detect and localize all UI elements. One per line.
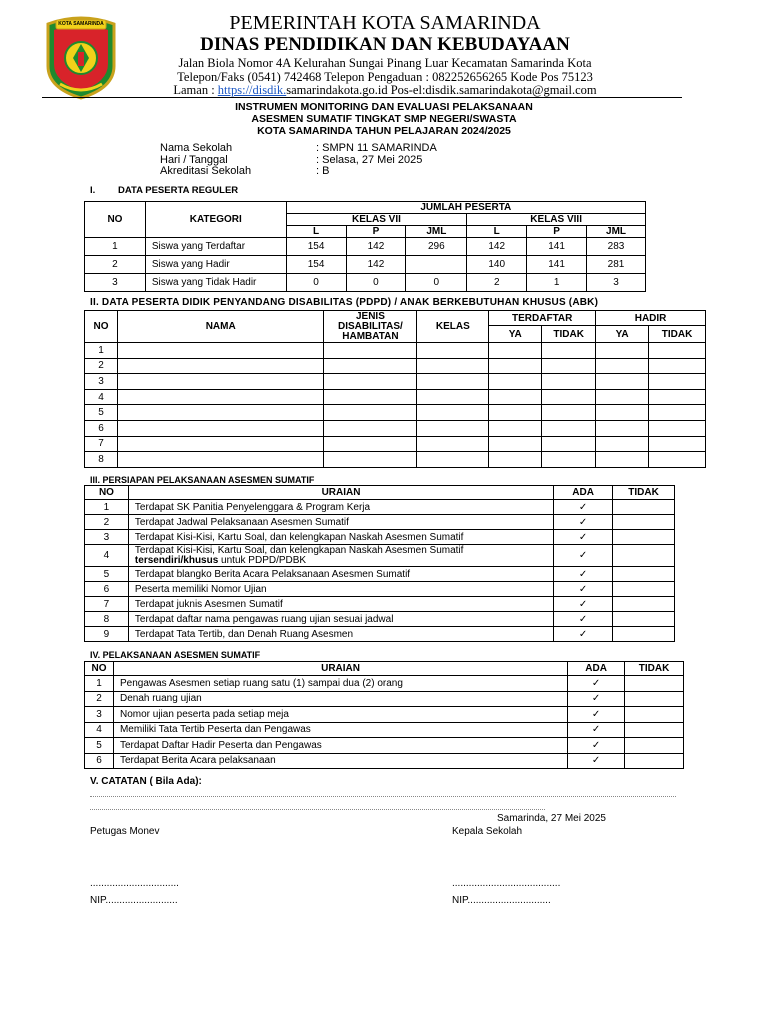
cell-uraian: Peserta memiliki Nomor Ujian: [128, 582, 553, 597]
cell-j7: 0: [406, 274, 467, 292]
cell-kelas[interactable]: [417, 452, 489, 468]
col-kelas8: KELAS VIII: [467, 214, 646, 226]
check-icon[interactable]: ✓: [554, 515, 613, 530]
cell-no: 6: [85, 753, 114, 769]
cell-j7: 296: [406, 238, 467, 256]
cell-p7: 142: [346, 256, 406, 274]
cell-ya[interactable]: [489, 452, 542, 468]
cell-jenis[interactable]: [324, 374, 417, 390]
section1-title: DATA PESERTA REGULER: [118, 185, 239, 196]
cell-tidak[interactable]: [649, 405, 706, 421]
table-row: [85, 374, 706, 390]
cell-tidak[interactable]: [613, 530, 675, 545]
check-icon[interactable]: ✓: [554, 582, 613, 597]
cell-kelas[interactable]: [417, 436, 489, 452]
cell-p7: 0: [346, 274, 406, 292]
cell-nama[interactable]: [117, 452, 324, 468]
col-kategori: KATEGORI: [145, 202, 286, 238]
cell-ya[interactable]: [596, 358, 649, 374]
document-title: [84, 101, 684, 137]
cell-ya[interactable]: [596, 452, 649, 468]
col-terdaftar-tidak: TIDAK: [542, 326, 596, 343]
cell-tidak[interactable]: [625, 676, 684, 692]
cell-uraian: Terdapat Kisi-Kisi, Kartu Soal, dan kelengkapan Naskah Asesmen Sumatif: [128, 530, 553, 545]
cell-no: 2: [85, 515, 129, 530]
cell-tidak[interactable]: [649, 420, 706, 436]
cell-kategori: Siswa yang Hadir: [145, 256, 286, 274]
principal-nip[interactable]: NIP..............................: [452, 895, 551, 906]
col-no: NO: [85, 486, 129, 500]
table-row: [85, 612, 675, 627]
cell-l8: 2: [467, 274, 527, 292]
table-row: [85, 343, 706, 359]
cell-no: 3: [85, 530, 129, 545]
cell-j8: 3: [587, 274, 646, 292]
notes-line-1[interactable]: [90, 790, 676, 797]
cell-no: 5: [85, 405, 118, 421]
cell-jenis[interactable]: [324, 436, 417, 452]
col-uraian: URAIAN: [128, 486, 553, 500]
cell-no: 6: [85, 582, 129, 597]
cell-tidak[interactable]: [625, 753, 684, 769]
cell-tidak[interactable]: [613, 597, 675, 612]
cell-no: 8: [85, 452, 118, 468]
letterhead-address: Jalan Biola Nomor 4A Kelurahan Sungai Pinang Luar Kecamatan Samarinda Kota: [178, 56, 592, 70]
col-terdaftar: TERDAFTAR: [489, 311, 596, 326]
cell-kelas[interactable]: [417, 405, 489, 421]
col-ada: ADA: [568, 662, 625, 676]
cell-tidak[interactable]: [542, 436, 596, 452]
cell-uraian: Memiliki Tata Tertib Peserta dan Pengawas: [113, 722, 567, 738]
cell-uraian: Pengawas Asesmen setiap ruang satu (1) sampai dua (2) orang: [113, 676, 567, 692]
check-icon[interactable]: ✓: [554, 612, 613, 627]
principal-title: Kepala Sekolah: [452, 826, 523, 837]
title-line-1: INSTRUMEN MONITORING DAN EVALUASI PELAKSANAAN: [235, 101, 533, 113]
cell-ya[interactable]: [489, 436, 542, 452]
cell-uraian: Terdapat SK Panitia Penyelenggara & Program Kerja: [128, 500, 553, 515]
letterhead-web: [120, 83, 650, 98]
cell-tidak[interactable]: [625, 738, 684, 754]
letterhead-government: PEMERINTAH KOTA SAMARINDA: [229, 12, 541, 34]
check-icon[interactable]: ✓: [568, 738, 625, 754]
city-logo: [42, 14, 120, 100]
section1-number: I.: [90, 185, 96, 196]
cell-no: 1: [85, 500, 129, 515]
cell-no: 8: [85, 612, 129, 627]
cell-jenis[interactable]: [324, 358, 417, 374]
check-icon[interactable]: ✓: [568, 722, 625, 738]
check-icon[interactable]: ✓: [568, 676, 625, 692]
col-jenis: JENIS DISABILITAS/ HAMBATAN: [324, 311, 417, 343]
cell-tidak[interactable]: [542, 420, 596, 436]
monitor-title: Petugas Monev: [90, 826, 160, 837]
cell-l8: 142: [467, 238, 527, 256]
table-row: [85, 582, 675, 597]
cell-no: 4: [85, 545, 129, 567]
cell-ya[interactable]: [596, 343, 649, 359]
table-row: [85, 567, 675, 582]
check-icon[interactable]: ✓: [568, 753, 625, 769]
cell-tidak[interactable]: [542, 405, 596, 421]
title-line-2: ASESMEN SUMATIF TINGKAT SMP NEGERI/SWASTA: [251, 113, 517, 125]
table-row: [85, 452, 706, 468]
principal-signature-line[interactable]: .......................................: [452, 878, 561, 889]
letterhead-agency: DINAS PENDIDIKAN DAN KEBUDAYAAN: [200, 34, 570, 55]
cell-ya[interactable]: [596, 405, 649, 421]
cell-uraian: Terdapat Jadwal Pelaksanaan Asesmen Sumatif: [128, 515, 553, 530]
cell-tidak[interactable]: [542, 452, 596, 468]
col-tidak: TIDAK: [625, 662, 684, 676]
cell-tidak[interactable]: [649, 389, 706, 405]
table-row: [85, 597, 675, 612]
letterhead-divider: [42, 97, 682, 98]
cell-p8: 141: [527, 238, 587, 256]
section5-title: V. CATATAN ( Bila Ada):: [90, 776, 202, 787]
cell-nama[interactable]: [117, 405, 324, 421]
cell-kategori: Siswa yang Terdaftar: [145, 238, 286, 256]
cell-no: 9: [85, 627, 129, 642]
table-row: [85, 627, 675, 642]
cell-tidak[interactable]: [613, 500, 675, 515]
cell-uraian: Terdapat blangko Berita Acara Pelaksanaan Asesmen Sumatif: [128, 567, 553, 582]
check-icon[interactable]: ✓: [568, 707, 625, 723]
cell-ya[interactable]: [489, 374, 542, 390]
table-row: [85, 389, 706, 405]
cell-jenis[interactable]: [324, 389, 417, 405]
check-icon[interactable]: ✓: [554, 530, 613, 545]
cell-p7: 142: [346, 238, 406, 256]
cell-j8: 283: [587, 238, 646, 256]
cell-ya[interactable]: [489, 420, 542, 436]
table-row: [85, 707, 684, 723]
cell-tidak[interactable]: [613, 582, 675, 597]
cell-l7: 154: [286, 256, 346, 274]
cell-nama[interactable]: [117, 343, 324, 359]
cell-ya[interactable]: [489, 405, 542, 421]
cell-ya[interactable]: [596, 389, 649, 405]
col-tidak: TIDAK: [613, 486, 675, 500]
table-row: [85, 753, 684, 769]
cell-no: 4: [85, 389, 118, 405]
cell-ya[interactable]: [489, 358, 542, 374]
col-ada: ADA: [554, 486, 613, 500]
section4-title: IV. PELAKSANAAN ASESMEN SUMATIF: [90, 650, 261, 660]
cell-tidak[interactable]: [613, 627, 675, 642]
col-p7: P: [346, 226, 406, 238]
cell-p8: 141: [527, 256, 587, 274]
cell-no: 5: [85, 567, 129, 582]
cell-kategori: Siswa yang Tidak Hadir: [145, 274, 286, 292]
table-row: [85, 530, 675, 545]
cell-no: 2: [85, 358, 118, 374]
cell-tidak[interactable]: [649, 436, 706, 452]
cell-tidak[interactable]: [542, 374, 596, 390]
cell-tidak[interactable]: [542, 343, 596, 359]
check-icon[interactable]: ✓: [554, 500, 613, 515]
cell-nama[interactable]: [117, 389, 324, 405]
logo-text: KOTA SAMARINDA: [58, 21, 104, 27]
col-kelas: KELAS: [417, 311, 489, 343]
school-info: [160, 143, 437, 178]
cell-j8: 281: [587, 256, 646, 274]
cell-jenis[interactable]: [324, 343, 417, 359]
table-row: [85, 274, 646, 292]
table-row: [85, 420, 706, 436]
cell-ya[interactable]: [596, 436, 649, 452]
cell-uraian: Terdapat Daftar Hadir Peserta dan Pengawas: [113, 738, 567, 754]
monitor-signature-line[interactable]: ................................: [90, 878, 179, 889]
regular-participants-table: [84, 201, 646, 292]
cell-l7: 154: [286, 238, 346, 256]
web-rest: samarindakota.go.id Pos-el:disdik.samarindakota@gmail.com: [286, 83, 597, 97]
cell-ya[interactable]: [596, 374, 649, 390]
info-date: Hari / Tanggal : Selasa, 27 Mei 2025: [160, 153, 423, 166]
table-row: [85, 436, 706, 452]
cell-uraian: Denah ruang ujian: [113, 691, 567, 707]
section3-title: III. PERSIAPAN PELAKSANAAN ASESMEN SUMATIF: [90, 475, 315, 485]
col-jumlah: JUMLAH PESERTA: [286, 202, 645, 214]
cell-ya[interactable]: [489, 343, 542, 359]
cell-tidak[interactable]: [542, 389, 596, 405]
cell-tidak[interactable]: [625, 722, 684, 738]
web-link[interactable]: https://disdik.: [217, 83, 287, 97]
cell-tidak[interactable]: [649, 343, 706, 359]
check-icon[interactable]: ✓: [554, 545, 613, 567]
col-hadir: HADIR: [596, 311, 706, 326]
cell-tidak[interactable]: [649, 452, 706, 468]
cell-jenis[interactable]: [324, 405, 417, 421]
col-no: NO: [85, 662, 114, 676]
cell-tidak[interactable]: [625, 707, 684, 723]
check-icon[interactable]: ✓: [568, 691, 625, 707]
cell-kelas[interactable]: [417, 374, 489, 390]
cell-tidak[interactable]: [649, 374, 706, 390]
cell-no: 1: [85, 343, 118, 359]
cell-l8: 140: [467, 256, 527, 274]
implementation-table: [84, 661, 684, 769]
table-row: [85, 691, 684, 707]
cell-jenis[interactable]: [324, 420, 417, 436]
col-no: NO: [85, 202, 146, 238]
col-nama: NAMA: [117, 311, 324, 343]
title-line-3: KOTA SAMARINDA TAHUN PELAJARAN 2024/2025: [257, 125, 511, 137]
abk-table: [84, 310, 706, 468]
place-date: Samarinda, 27 Mei 2025: [497, 813, 606, 824]
col-no: NO: [85, 311, 118, 343]
table-row: [85, 545, 675, 567]
cell-kelas[interactable]: [417, 343, 489, 359]
cell-kelas[interactable]: [417, 389, 489, 405]
cell-no: 3: [85, 274, 146, 292]
cell-tidak[interactable]: [613, 545, 675, 567]
cell-tidak[interactable]: [613, 612, 675, 627]
col-l7: L: [286, 226, 346, 238]
cell-tidak[interactable]: [649, 358, 706, 374]
cell-no: 6: [85, 420, 118, 436]
col-hadir-tidak: TIDAK: [649, 326, 706, 343]
preparation-table: [84, 485, 675, 642]
notes-line-2[interactable]: [90, 803, 545, 810]
col-terdaftar-ya: YA: [489, 326, 542, 343]
cell-j7: [406, 256, 467, 274]
cell-tidak[interactable]: [542, 358, 596, 374]
check-icon[interactable]: ✓: [554, 627, 613, 642]
cell-uraian: Terdapat Tata Tertib, dan Denah Ruang Asesmen: [128, 627, 553, 642]
col-l8: L: [467, 226, 527, 238]
table-row: [85, 405, 706, 421]
cell-nama[interactable]: [117, 374, 324, 390]
cell-uraian: Terdapat daftar nama pengawas ruang ujian sesuai jadwal: [128, 612, 553, 627]
cell-ya[interactable]: [596, 420, 649, 436]
cell-no: 1: [85, 238, 146, 256]
table-row: [85, 722, 684, 738]
cell-no: 2: [85, 691, 114, 707]
cell-ya[interactable]: [489, 389, 542, 405]
cell-no: 3: [85, 374, 118, 390]
info-accreditation: Akreditasi Sekolah : B: [160, 165, 330, 177]
cell-p8: 1: [527, 274, 587, 292]
cell-uraian: Terdapat Berita Acara pelaksanaan: [113, 753, 567, 769]
cell-uraian: Terdapat Kisi-Kisi, Kartu Soal, dan kelengkapan Naskah Asesmen Sumatif tersendiri/khusus untuk PDPD/PDBK: [128, 545, 553, 567]
cell-tidak[interactable]: [625, 691, 684, 707]
section2-title: II. DATA PESERTA DIDIK PENYANDANG DISABILITAS (PDPD) / ANAK BERKEBUTUHAN KHUSUS (ABK): [90, 297, 599, 308]
check-icon[interactable]: ✓: [554, 567, 613, 582]
table-row: [85, 358, 706, 374]
letterhead-phone: Telepon/Faks (0541) 742468 Telepon Pengaduan : 082252656265 Kode Pos 75123: [177, 70, 593, 84]
cell-nama[interactable]: [117, 420, 324, 436]
table-row: [85, 676, 684, 692]
cell-kelas[interactable]: [417, 358, 489, 374]
cell-l7: 0: [286, 274, 346, 292]
cell-no: 7: [85, 597, 129, 612]
cell-tidak[interactable]: [613, 515, 675, 530]
cell-jenis[interactable]: [324, 452, 417, 468]
table-row: [85, 256, 646, 274]
cell-no: 3: [85, 707, 114, 723]
cell-uraian: Nomor ujian peserta pada setiap meja: [113, 707, 567, 723]
table-row: [85, 238, 646, 256]
table-row: [85, 738, 684, 754]
table-row: [85, 500, 675, 515]
table-row: [85, 515, 675, 530]
cell-no: 5: [85, 738, 114, 754]
col-hadir-ya: YA: [596, 326, 649, 343]
col-j7: JML: [406, 226, 467, 238]
cell-no: 7: [85, 436, 118, 452]
col-p8: P: [527, 226, 587, 238]
cell-nama[interactable]: [117, 358, 324, 374]
web-label: Laman :: [173, 83, 218, 97]
cell-no: 1: [85, 676, 114, 692]
cell-tidak[interactable]: [613, 567, 675, 582]
cell-no: 4: [85, 722, 114, 738]
col-uraian: URAIAN: [113, 662, 567, 676]
monitor-nip[interactable]: NIP..........................: [90, 895, 178, 906]
cell-kelas[interactable]: [417, 420, 489, 436]
info-school-name: Nama Sekolah : SMPN 11 SAMARINDA: [160, 142, 437, 154]
cell-uraian: Terdapat juknis Asesmen Sumatif: [128, 597, 553, 612]
cell-no: 2: [85, 256, 146, 274]
cell-nama[interactable]: [117, 436, 324, 452]
col-j8: JML: [587, 226, 646, 238]
col-kelas7: KELAS VII: [286, 214, 467, 226]
check-icon[interactable]: ✓: [554, 597, 613, 612]
